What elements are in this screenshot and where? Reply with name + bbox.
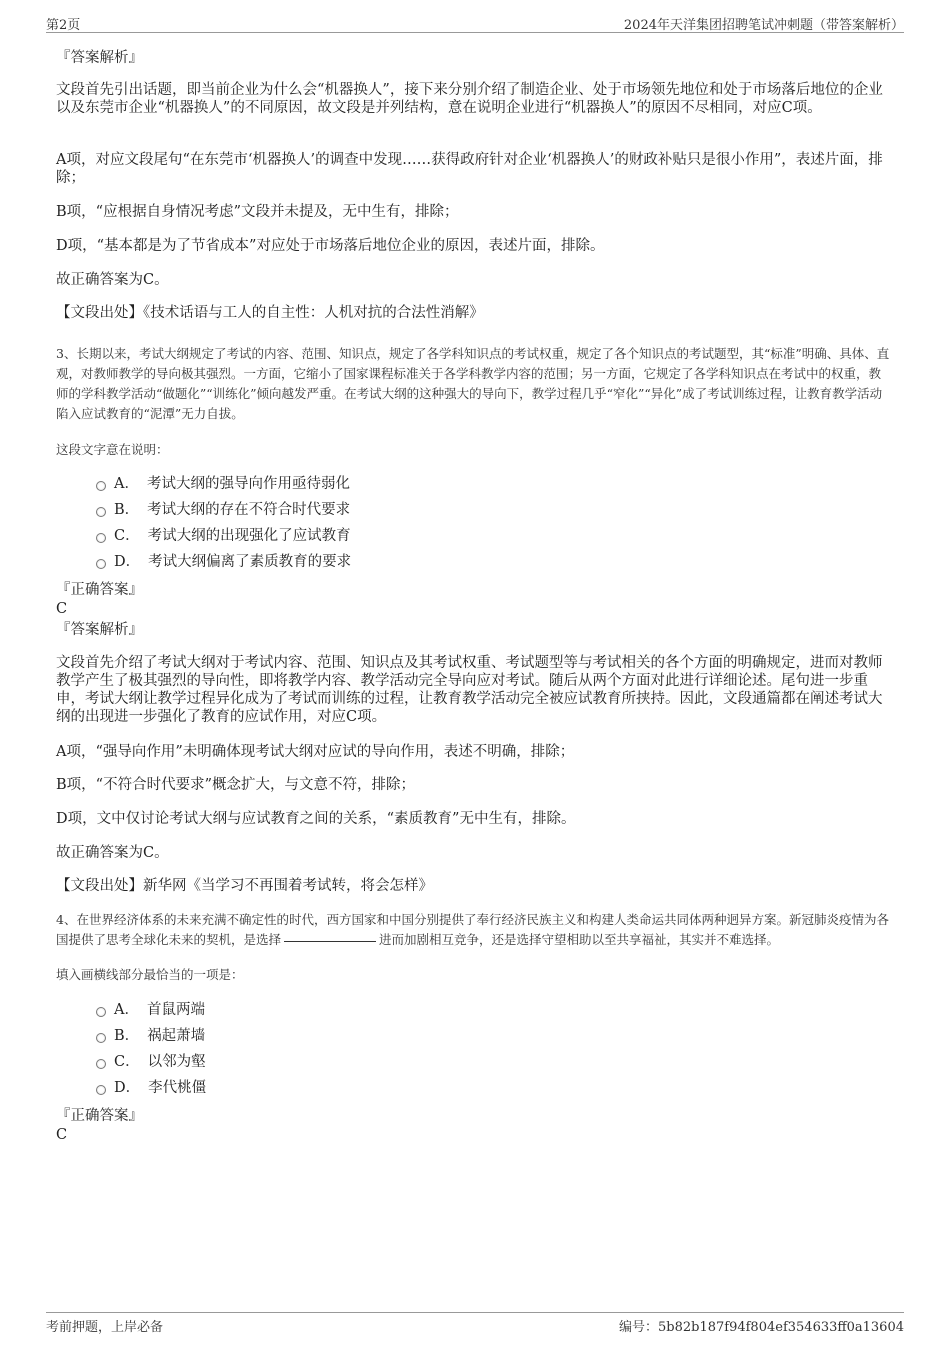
- q3-option-c[interactable]: C． 考试大纲的出现强化了应试教育: [96, 527, 351, 545]
- q4-stem: 4、在世界经济体系的未来充满不确定性的时代，西方国家和中国分别提供了奉行经济民族主义和构建人类命运共同体两种迥异方案。新冠肺炎疫情为各国提供了思考全球化未来的契机，是选择 进而加剧相互竞争，还是选择守望相助以至共享福祉，其实并不难选择。: [56, 912, 889, 947]
- q3-answer: C: [56, 601, 68, 617]
- q3-option-a-analysis: A项，“强导向作用”未明确体现考试大纲对应试的导向作用，表述不明确，排除；: [56, 744, 575, 760]
- q4-option-b[interactable]: B． 祸起萧墙: [96, 1027, 205, 1045]
- q2-analysis-label: 『答案解析』: [56, 50, 143, 66]
- q2-analysis-paragraph: 文段首先引出话题，即当前企业为什么会“机器换人”，接下来分别介绍了制造企业、处于市场领先地位和处于市场落后地位的企业以及东莞市企业“机器换人”的不同原因，故文段是并列结构，意在说明企业进行“机器换人”的原因不尽相同，对应C项。: [56, 82, 883, 116]
- q2-option-d-analysis: D项，“基本都是为了节省成本”对应处于市场落后地位企业的原因，表述片面，排除。: [56, 238, 605, 254]
- document-id: 编号：5b82b187f94f804ef354633ff0a13604: [619, 1320, 904, 1335]
- radio-icon[interactable]: [96, 1007, 106, 1017]
- radio-icon[interactable]: [96, 559, 106, 569]
- q3-conclusion: 故正确答案为C。: [56, 845, 169, 861]
- radio-icon[interactable]: [96, 533, 106, 543]
- q4-answer: C: [56, 1127, 68, 1143]
- q4-option-c[interactable]: C． 以邻为壑: [96, 1053, 206, 1071]
- footer-slogan: 考前押题，上岸必备: [46, 1320, 164, 1335]
- q2-source: 【文段出处】《技术话语与工人的自主性：人机对抗的合法性消解》: [56, 305, 484, 321]
- q2-conclusion: 故正确答案为C。: [56, 272, 169, 288]
- q4-option-d[interactable]: D． 李代桃僵: [96, 1079, 206, 1097]
- fill-blank: [284, 941, 376, 942]
- radio-icon[interactable]: [96, 1059, 106, 1069]
- radio-icon[interactable]: [96, 481, 106, 491]
- page-header: [46, 12, 904, 33]
- q3-analysis-label: 『答案解析』: [56, 622, 143, 638]
- q3-analysis-paragraph: 文段首先介绍了考试大纲对于考试内容、范围、知识点及其考试权重、考试题型等与考试相关的各个方面的明确规定，进而对教师教学产生了极其强烈的导向性，即将教学内容、教学活动完全导向应对考试。随后从两个方面对此进行详细论述。尾句进一步重申，考试大纲让教学过程异化成为了考试而训练的过程，让教育教学活动完全被应试教育所挟持。因此，文段通篇都在阐述考试大纲的出现进一步强化了教育的应试作用，对应C项。: [56, 655, 883, 725]
- q3-option-a[interactable]: A． 考试大纲的强导向作用亟待弱化: [96, 475, 350, 493]
- radio-icon[interactable]: [96, 1033, 106, 1043]
- q3-option-d-analysis: D项，文中仅讨论考试大纲与应试教育之间的关系，“素质教育”无中生有，排除。: [56, 811, 576, 827]
- q3-option-b[interactable]: B． 考试大纲的存在不符合时代要求: [96, 501, 350, 519]
- q3-option-b-analysis: B项，“不符合时代要求”概念扩大，与文意不符，排除；: [56, 777, 415, 793]
- q4-answer-label: 『正确答案』: [56, 1108, 143, 1124]
- q2-option-a-analysis: A项，对应文段尾句“在东莞市‘机器换人’的调查中发现……获得政府针对企业‘机器换人’的财政补贴只是很小作用”，表述片面，排除；: [56, 152, 883, 186]
- page-footer: [46, 1312, 904, 1337]
- q3-prompt: 这段文字意在说明：: [56, 442, 169, 457]
- document-title: 2024年天洋集团招聘笔试冲刺题（带答案解析）: [623, 18, 904, 33]
- radio-icon[interactable]: [96, 507, 106, 517]
- q3-answer-label: 『正确答案』: [56, 582, 143, 598]
- q3-source: 【文段出处】新华网《当学习不再围着考试转，将会怎样》: [56, 878, 433, 894]
- q2-option-b-analysis: B项，“应根据自身情况考虑”文段并未提及，无中生有，排除；: [56, 204, 459, 220]
- q4-prompt: 填入画横线部分最恰当的一项是：: [56, 967, 244, 982]
- radio-icon[interactable]: [96, 1085, 106, 1095]
- page-number: 第2页: [46, 18, 81, 33]
- q4-option-a[interactable]: A． 首鼠两端: [96, 1001, 205, 1019]
- q3-option-d[interactable]: D． 考试大纲偏离了素质教育的要求: [96, 553, 351, 571]
- q3-stem: 3、长期以来，考试大纲规定了考试的内容、范围、知识点，规定了各学科知识点的考试权重，规定了各个知识点的考试题型，其“标准”明确、具体、直观，对教师教学的导向极其强烈。一方面，它缩小了国家课程标准关于各学科教学内容的范围；另一方面，它规定了各学科知识点在考试中的权重，教师的学科教学活动“做题化”“训练化”倾向越发严重。在考试大纲的这种强大的导向下，教学过程几乎“窄化”“异化”成了考试训练过程，让教育教学活动陷入应试教育的“泥潭”无力自拔。: [56, 346, 890, 421]
